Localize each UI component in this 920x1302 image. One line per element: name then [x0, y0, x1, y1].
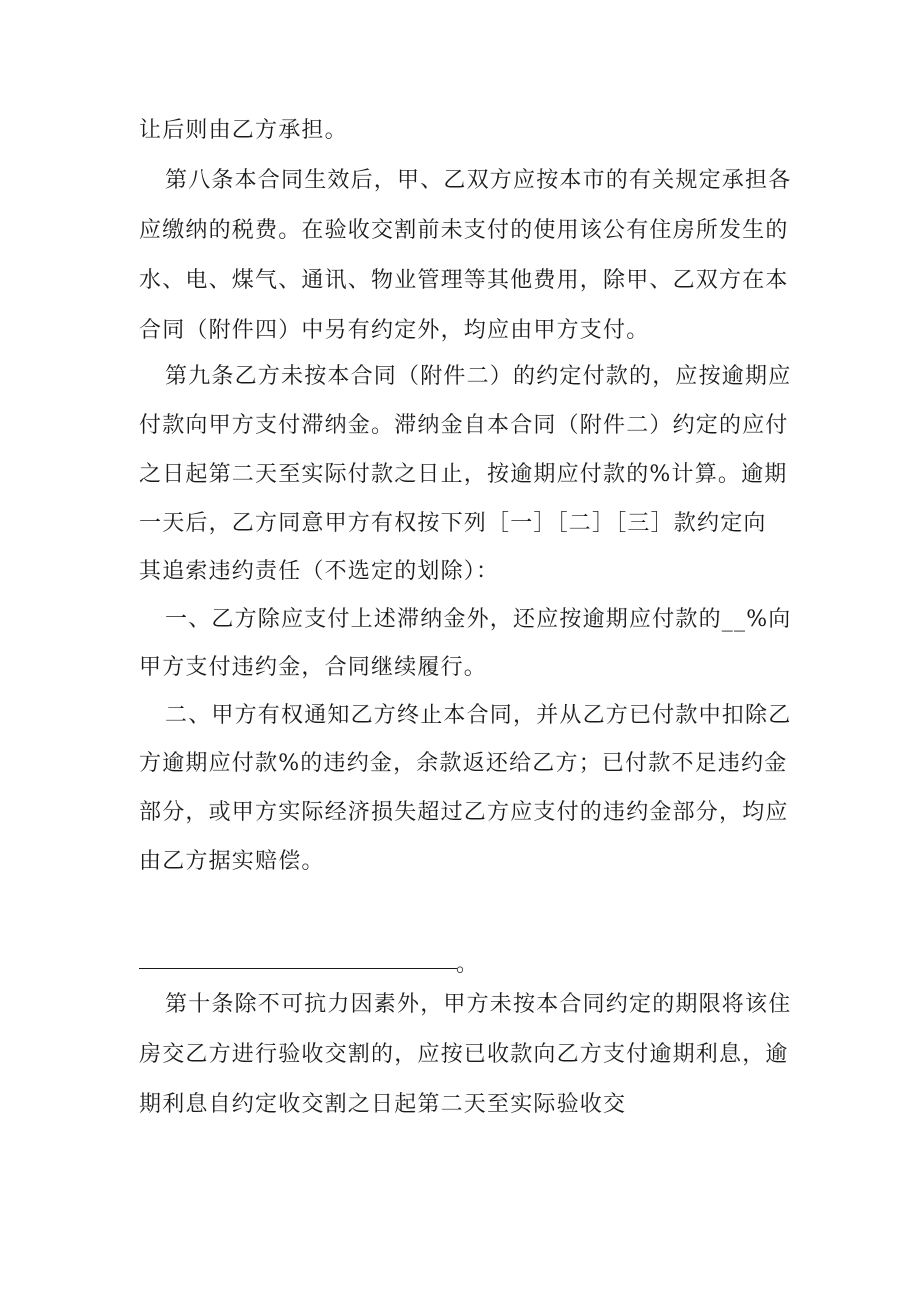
text-line: 第十条除不可抗力因素外，甲方未按本合同约定的期限将该住 [165, 992, 792, 1017]
text-line: 之日起第二天至实际付款之日止，按逾期应付款的%计算。逾期 [139, 462, 788, 487]
text-line: 让后则由乙方承担。 [139, 118, 348, 143]
text-line: 应缴纳的税费。在验收交割前未支付的使用该公有住房所发生的 [139, 218, 789, 243]
blank-fill-line [139, 968, 457, 969]
text-line: 付款向甲方支付滞纳金。滞纳金自本合同（附件二）约定的应付 [139, 413, 789, 438]
text-line: 一、乙方除应支付上述滞纳金外，还应按逾期应付款的__%向 [165, 607, 792, 632]
text-line: 一天后，乙方同意甲方有权按下列［一］［二］［三］款约定向 [139, 511, 767, 536]
text-line: 房交乙方进行验收交割的，应按已收款向乙方支付逾期利息，逾 [139, 1042, 789, 1067]
text-line: 第九条乙方未按本合同（附件二）的约定付款的，应按逾期应 [165, 364, 792, 389]
text-line: 水、电、煤气、通讯、物业管理等其他费用，除甲、乙双方在本 [139, 268, 789, 293]
text-line: 合同（附件四）中另有约定外，均应由甲方支付。 [139, 318, 650, 343]
text-line: 甲方支付违约金，合同继续履行。 [139, 655, 488, 680]
text-line: 方逾期应付款%的违约金，余款返还给乙方；已付款不足违约金 [139, 751, 788, 776]
text-line: 其追索违约责任（不选定的划除）： [139, 559, 500, 584]
blank-fill-period: 。 [456, 952, 479, 977]
text-line: 部分，或甲方实际经济损失超过乙方应支付的违约金部分，均应 [139, 800, 789, 825]
text-line: 由乙方据实赔偿。 [139, 849, 325, 874]
text-line: 期利息自约定收交割之日起第二天至实际验收交 [139, 1092, 627, 1117]
text-line: 二、甲方有权通知乙方终止本合同，并从乙方已付款中扣除乙 [165, 703, 792, 728]
text-line: 第八条本合同生效后，甲、乙双方应按本市的有关规定承担各 [165, 168, 792, 193]
